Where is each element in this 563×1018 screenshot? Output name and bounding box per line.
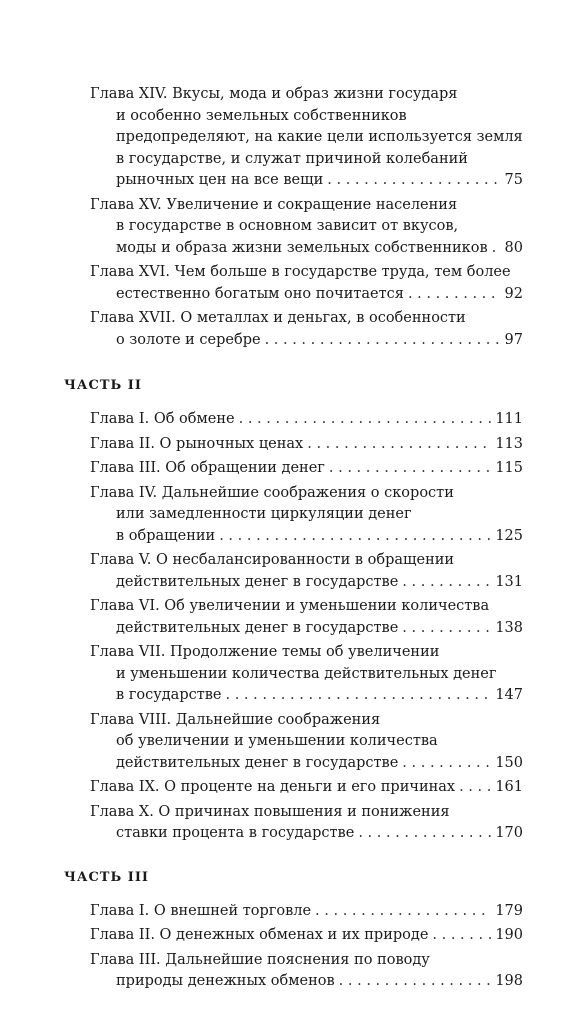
dot-leader bbox=[402, 618, 491, 640]
toc-entry-line bbox=[90, 823, 523, 845]
toc-entry-line bbox=[90, 901, 523, 923]
chapter-title-line: и уменьшении количества действительных денег bbox=[116, 665, 497, 682]
toc-entry-line bbox=[90, 618, 523, 640]
toc-entry bbox=[90, 409, 523, 431]
page-number: 125 bbox=[495, 527, 523, 544]
chapter-title-line: Глава VIII. Дальнейшие соображения bbox=[90, 711, 381, 728]
chapter-title-line: Глава XV. Увеличение и сокращение населения bbox=[90, 196, 458, 213]
toc-entry-line bbox=[90, 685, 523, 707]
toc-entries bbox=[90, 409, 523, 845]
dot-leader bbox=[459, 777, 491, 799]
toc-entry-line bbox=[90, 170, 523, 192]
page-number: 179 bbox=[495, 902, 523, 919]
toc-entry bbox=[90, 550, 523, 593]
toc-part-continuation bbox=[90, 84, 523, 351]
chapter-title: Глава IX. О проценте на деньги и его причинах bbox=[90, 779, 456, 795]
toc-entry-line bbox=[90, 710, 523, 732]
toc-entry-line bbox=[90, 526, 523, 548]
toc-part-2 bbox=[64, 375, 523, 845]
toc-entries bbox=[90, 901, 523, 993]
toc-entry-line bbox=[90, 308, 523, 330]
chapter-title-line: в государстве в основном зависит от вкусов, bbox=[116, 218, 459, 234]
chapter-title-line: Глава XVI. Чем больше в государстве труда, тем более bbox=[90, 264, 511, 280]
toc-entry bbox=[90, 84, 523, 192]
toc-entry bbox=[90, 596, 523, 639]
chapter-title-line: Глава XIV. Вкусы, мода и образ жизни государя bbox=[90, 86, 458, 102]
dot-leader bbox=[408, 284, 501, 306]
toc-entry-line bbox=[90, 664, 523, 686]
toc-entry-line bbox=[90, 925, 523, 947]
toc-entry-line bbox=[90, 238, 523, 260]
chapter-title-line: в обращении bbox=[116, 527, 216, 544]
toc-entry-line bbox=[90, 458, 523, 480]
dot-leader bbox=[307, 434, 491, 456]
dot-leader bbox=[315, 901, 491, 923]
dot-leader bbox=[219, 526, 491, 548]
toc-entry-line bbox=[90, 106, 523, 128]
chapter-title-line: Глава III. Дальнейшие пояснения по поводу bbox=[90, 951, 430, 968]
dot-leader bbox=[402, 572, 491, 594]
toc-entry bbox=[90, 195, 523, 260]
toc-entry bbox=[90, 262, 523, 305]
dot-leader bbox=[239, 409, 492, 431]
page-number: 147 bbox=[495, 687, 523, 703]
toc-entry-line bbox=[90, 950, 523, 972]
toc-entry-line bbox=[90, 262, 523, 284]
page-number: 80 bbox=[504, 239, 523, 256]
toc-entry bbox=[90, 901, 523, 923]
chapter-title-line: ставки процента в государстве bbox=[116, 825, 355, 841]
chapter-title-line: моды и образа жизни земельных собственников bbox=[116, 239, 488, 256]
toc-entry-line bbox=[90, 802, 523, 824]
chapter-title-line: предопределяют, на какие цели используется земля bbox=[116, 129, 523, 145]
toc-entry-line bbox=[90, 504, 523, 526]
chapter-title-line: Глава VII. Продолжение темы об увеличении bbox=[90, 644, 440, 660]
chapter-title: Глава II. О рыночных ценах bbox=[90, 435, 304, 452]
chapter-title-line: и особенно земельных собственников bbox=[116, 107, 407, 124]
chapter-title-line: о золоте и серебре bbox=[116, 331, 261, 348]
toc-entry-line bbox=[90, 483, 523, 505]
toc-entry-line bbox=[90, 753, 523, 775]
dot-leader bbox=[358, 823, 491, 845]
page-number: 190 bbox=[495, 927, 523, 943]
toc-entry bbox=[90, 777, 523, 799]
toc-entry-line bbox=[90, 434, 523, 456]
toc-entry bbox=[90, 925, 523, 947]
dot-leader bbox=[339, 971, 492, 993]
toc-entry-line bbox=[90, 195, 523, 217]
toc-entry-line bbox=[90, 127, 523, 149]
part-heading: ЧАСТЬ III bbox=[64, 869, 149, 885]
dot-leader bbox=[432, 925, 491, 947]
page-number: 111 bbox=[495, 411, 523, 427]
chapter-title-line: действительных денег в государстве bbox=[116, 619, 399, 636]
toc-entries bbox=[90, 84, 523, 351]
chapter-title-line: об увеличении и уменьшении количества bbox=[116, 733, 438, 749]
chapter-title-line: естественно богатым оно почитается bbox=[116, 285, 404, 302]
chapter-title-line: Глава IV. Дальнейшие соображения о скорости bbox=[90, 484, 454, 501]
chapter-title-line: Глава X. О причинах повышения и понижения bbox=[90, 803, 450, 820]
toc-entry-line bbox=[90, 596, 523, 618]
dot-leader bbox=[226, 685, 492, 707]
page-number: 161 bbox=[495, 779, 523, 795]
toc-entry-line bbox=[90, 330, 523, 352]
toc-entry bbox=[90, 950, 523, 993]
chapter-title-line: действительных денег в государстве bbox=[116, 573, 399, 590]
part-heading: ЧАСТЬ II bbox=[64, 378, 142, 393]
page-number: 97 bbox=[504, 331, 523, 348]
chapter-title-line: рыночных цен на все вещи bbox=[116, 172, 324, 188]
chapter-title-line: действительных денег в государстве bbox=[116, 754, 399, 771]
toc-entry bbox=[90, 642, 523, 707]
toc-entry-line bbox=[90, 84, 523, 106]
page-number: 170 bbox=[495, 825, 523, 841]
toc-entry-line bbox=[90, 971, 523, 993]
chapter-title-line: Глава V. О несбалансированности в обращении bbox=[90, 552, 455, 568]
chapter-title-line: природы денежных обменов bbox=[116, 973, 335, 989]
page-number: 198 bbox=[495, 973, 523, 989]
dot-leader bbox=[327, 170, 500, 192]
toc-entry-line bbox=[90, 550, 523, 572]
page-number: 92 bbox=[504, 285, 523, 302]
toc-entry bbox=[90, 802, 523, 845]
toc-entry bbox=[90, 483, 523, 548]
chapter-title: Глава III. Об обращении денег bbox=[90, 460, 325, 476]
chapter-title-line: Глава XVII. О металлах и деньгах, в особенности bbox=[90, 310, 466, 326]
toc-entry-line bbox=[90, 572, 523, 594]
page-number: 150 bbox=[495, 754, 523, 771]
toc-entry-line bbox=[90, 284, 523, 306]
chapter-title-line: или замедленности циркуляции денег bbox=[116, 506, 412, 522]
page-number: 138 bbox=[495, 619, 523, 636]
toc-entry-line bbox=[90, 777, 523, 799]
toc-part-3 bbox=[64, 867, 523, 993]
dot-leader bbox=[402, 753, 491, 775]
chapter-title-line: Глава VI. Об увеличении и уменьшении количества bbox=[90, 598, 490, 614]
toc-entry bbox=[90, 434, 523, 456]
toc-entry-line bbox=[90, 731, 523, 753]
chapter-title-line: в государстве bbox=[116, 687, 222, 703]
toc-entry-line bbox=[90, 409, 523, 431]
toc-entry-line bbox=[90, 216, 523, 238]
dot-leader bbox=[265, 330, 501, 352]
dot-leader bbox=[329, 458, 491, 480]
page-number: 131 bbox=[495, 573, 523, 590]
toc-entry bbox=[90, 308, 523, 351]
dot-leader bbox=[492, 238, 501, 260]
page-number: 113 bbox=[495, 435, 523, 452]
toc-entry bbox=[90, 458, 523, 480]
chapter-title: Глава II. О денежных обменах и их природе bbox=[90, 927, 429, 943]
chapter-title: Глава I. О внешней торговле bbox=[90, 902, 312, 919]
page-number: 115 bbox=[495, 460, 523, 476]
chapter-title-line: в государстве, и служат причиной колебаний bbox=[116, 150, 468, 167]
page-number: 75 bbox=[504, 172, 523, 188]
toc-entry-line bbox=[90, 149, 523, 171]
chapter-title: Глава I. Об обмене bbox=[90, 411, 235, 427]
toc-entry-line bbox=[90, 642, 523, 664]
toc-entry bbox=[90, 710, 523, 775]
